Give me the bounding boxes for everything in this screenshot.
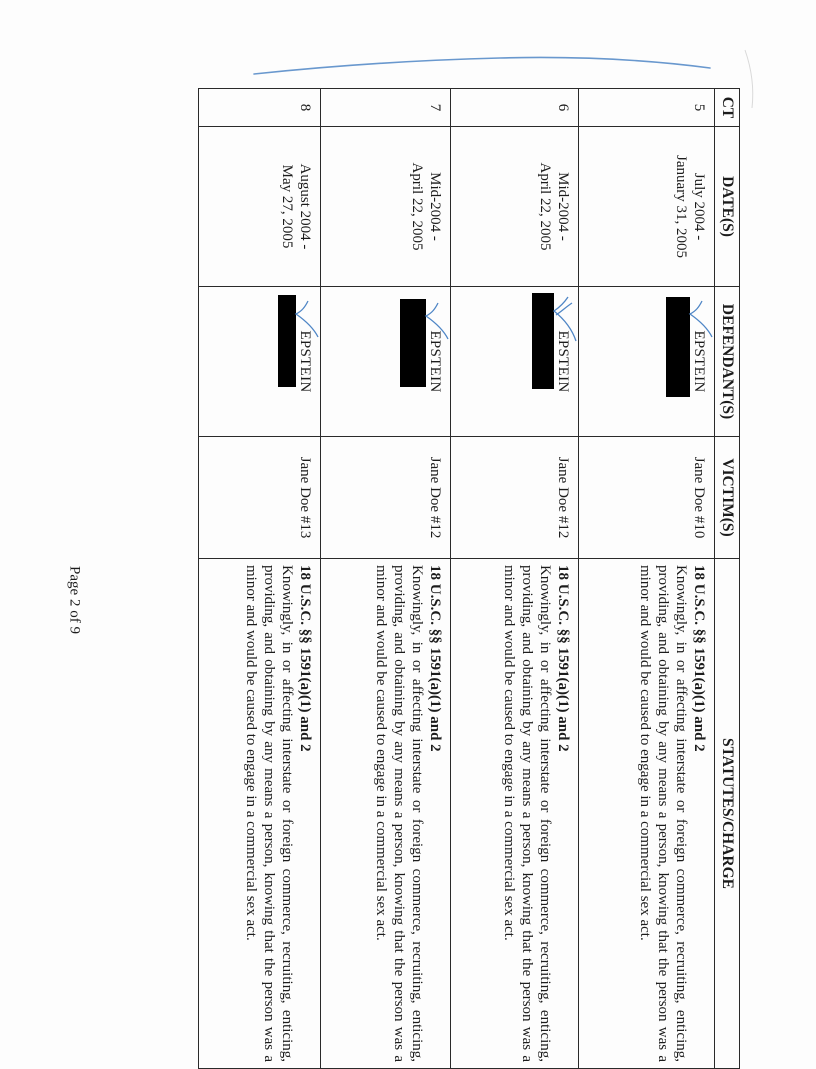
count-number: 5 — [579, 89, 715, 127]
page-footer — [64, 566, 84, 634]
defendant-cell — [321, 287, 451, 437]
defendant-name: EPSTEIN — [555, 330, 571, 393]
statute-cell — [451, 559, 579, 1069]
defendant-cell — [451, 287, 579, 437]
header-row — [715, 89, 740, 1069]
redaction-block — [532, 293, 554, 389]
victim-cell: Jane Doe #12 — [321, 437, 451, 559]
victim-cell: Jane Doe #12 — [451, 437, 579, 559]
header-victims: VICTIM(S) — [715, 437, 740, 559]
defendant-name: EPSTEIN — [297, 330, 313, 393]
statute-citation: 18 U.S.C. §§ 1591(a)(1) and 2 — [427, 565, 443, 752]
checkmark-icon — [424, 301, 450, 341]
charge-description: Knowingly, in or affecting interstate or foreign commerce, recruiting, enticing, providing, and obtaining by any means a person, knowing that the person was a minor and would be caused to engage in a commercial sex act. — [501, 565, 553, 1062]
header-dates: DATE(S) — [715, 127, 740, 287]
table-row — [321, 89, 451, 1069]
charge-description: Knowingly, in or affecting interstate or foreign commerce, recruiting, enticing, providing, and obtaining by any means a person, knowing that the person was a minor and would be caused to engage in a commercial sex act. — [243, 565, 295, 1062]
defendant-cell — [579, 287, 715, 437]
date-start: Mid-2004 - — [555, 172, 571, 241]
redaction-block — [666, 297, 690, 397]
redaction-block — [400, 299, 426, 387]
statute-citation: 18 U.S.C. §§ 1591(a)(1) and 2 — [691, 565, 707, 752]
header-ct: CT — [715, 89, 740, 127]
statute-cell — [199, 559, 321, 1069]
count-number: 8 — [199, 89, 321, 127]
defendant-name: EPSTEIN — [427, 330, 443, 393]
date-end: January 31, 2005 — [673, 155, 689, 258]
count-number: 7 — [321, 89, 451, 127]
table-row — [579, 89, 715, 1069]
victim-cell: Jane Doe #10 — [579, 437, 715, 559]
statute-cell — [321, 559, 451, 1069]
date-end: May 27, 2005 — [279, 164, 295, 249]
checkmark-icon — [294, 299, 320, 339]
victim-cell: Jane Doe #13 — [199, 437, 321, 559]
statute-citation: 18 U.S.C. §§ 1591(a)(1) and 2 — [297, 565, 313, 752]
date-cell — [199, 127, 321, 287]
statute-cell — [579, 559, 715, 1069]
date-end: April 22, 2005 — [409, 162, 425, 251]
table-row — [451, 89, 579, 1069]
charge-description: Knowingly, in or affecting interstate or foreign commerce, recruiting, enticing, providing, and obtaining by any means a person, knowing that the person was a minor and would be caused to engage in a commercial sex act. — [373, 565, 425, 1062]
count-number: 6 — [451, 89, 579, 127]
page-number-label: Page 2 of 9 — [66, 566, 83, 634]
defendant-cell — [199, 287, 321, 437]
date-end: April 22, 2005 — [537, 162, 553, 251]
statute-citation: 18 U.S.C. §§ 1591(a)(1) and 2 — [555, 565, 571, 752]
table-row — [199, 89, 321, 1069]
date-start: Mid-2004 - — [427, 172, 443, 241]
charges-table-rotated — [198, 88, 740, 1068]
checkmark-icon — [688, 299, 714, 339]
checkmark-icon — [552, 295, 578, 345]
charge-description: Knowingly, in or affecting interstate or foreign commerce, recruiting, enticing, providing, and obtaining by any means a person, knowing that the person was a minor and would be caused to engage in a commercial sex act. — [637, 565, 689, 1062]
date-start: July 2004 - — [691, 172, 707, 241]
date-cell — [579, 127, 715, 287]
date-cell — [451, 127, 579, 287]
header-defendants: DEFENDANT(S) — [715, 287, 740, 437]
date-cell — [321, 127, 451, 287]
charges-table — [198, 88, 740, 1069]
date-start: August 2004 - — [297, 163, 313, 250]
header-statutes: STATUTES/CHARGE — [715, 559, 740, 1069]
defendant-name: EPSTEIN — [691, 330, 707, 393]
